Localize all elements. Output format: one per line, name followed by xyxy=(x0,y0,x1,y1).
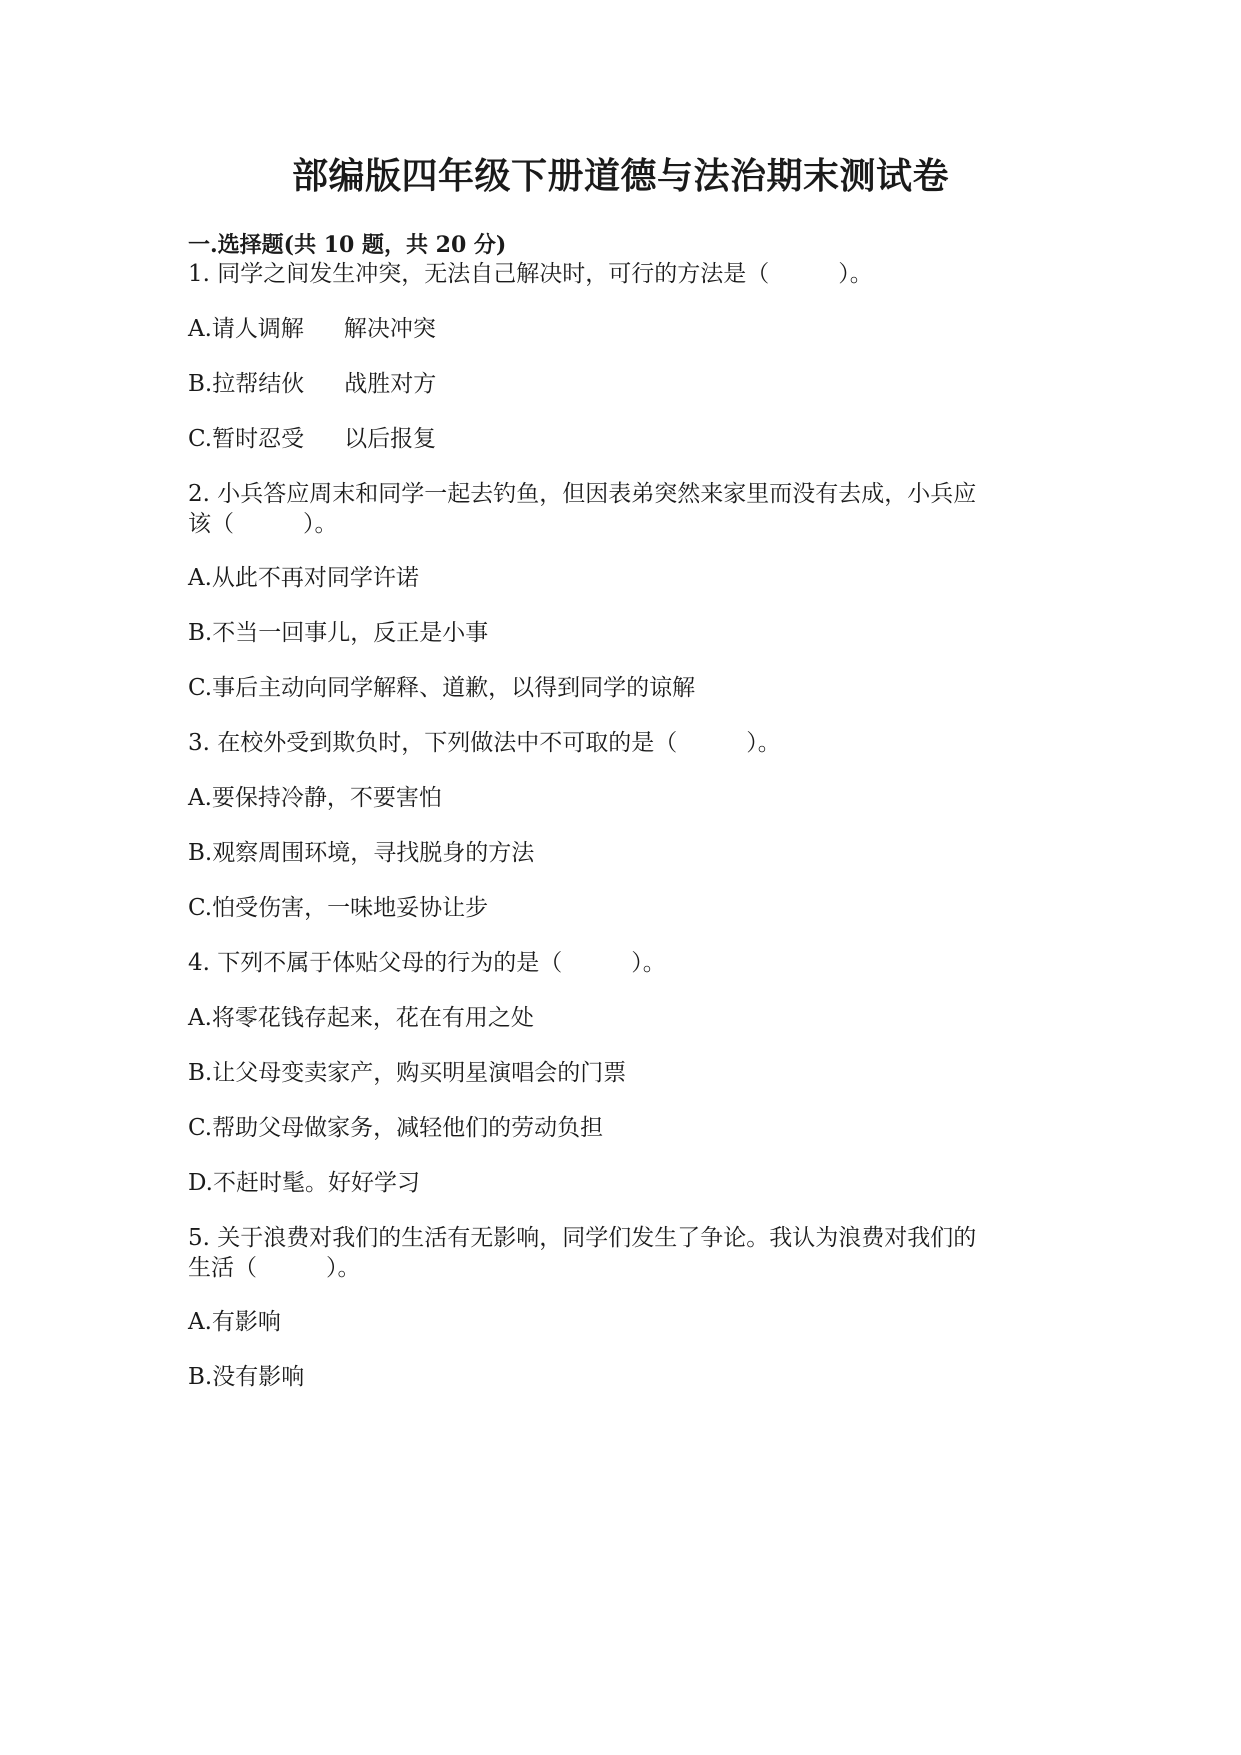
option-letter: C. xyxy=(188,675,213,701)
question-3-option-b[interactable] xyxy=(188,837,534,870)
option-text: 没有影响 xyxy=(212,1364,305,1390)
question-5-stem-line-2: 生活（ ）。 xyxy=(188,1255,361,1281)
question-2-option-a[interactable] xyxy=(188,562,419,595)
option-letter: B. xyxy=(188,371,213,397)
option-letter: C. xyxy=(188,1115,213,1141)
option-text: 从此不再对同学许诺 xyxy=(211,565,419,591)
option-letter: D. xyxy=(188,1170,213,1196)
question-1-stem xyxy=(188,258,873,291)
question-4-option-d[interactable] xyxy=(188,1167,420,1200)
question-4-option-b[interactable] xyxy=(188,1057,626,1090)
question-1-option-b[interactable] xyxy=(188,368,436,401)
option-text: 要保持冷静，不要害怕 xyxy=(211,785,442,811)
option-text: 将零花钱存起来，花在有用之处 xyxy=(211,1005,534,1031)
question-1-stem-text: 1. 同学之间发生冲突，无法自己解决时，可行的方法是（ ）。 xyxy=(188,261,873,287)
option-letter: B. xyxy=(188,1060,213,1086)
option-letter: B. xyxy=(188,620,213,646)
option-text: 暂时忍受 xyxy=(212,426,305,452)
question-3-option-a[interactable] xyxy=(188,782,442,815)
question-5-option-a[interactable] xyxy=(188,1306,281,1339)
option-text: 帮助父母做家务，减轻他们的劳动负担 xyxy=(212,1115,604,1141)
option-text-2: 战胜对方 xyxy=(344,371,437,397)
option-text: 不赶时髦。好好学习 xyxy=(212,1170,420,1196)
question-4-option-c[interactable] xyxy=(188,1112,603,1145)
question-1-option-a[interactable] xyxy=(188,313,436,346)
option-letter: C. xyxy=(188,895,213,921)
page-title: 部编版四年级下册道德与法治期末测试卷 xyxy=(291,155,949,197)
question-2-stem-line-1: 2. 小兵答应周末和同学一起去钓鱼，但因表弟突然来家里而没有去成，小兵应 xyxy=(188,481,977,507)
question-2-option-c[interactable] xyxy=(188,672,695,705)
option-letter: B. xyxy=(188,1364,213,1390)
question-3-option-c[interactable] xyxy=(188,892,488,925)
question-2-option-b[interactable] xyxy=(188,617,488,650)
option-text: 有影响 xyxy=(211,1309,281,1335)
option-text: 拉帮结伙 xyxy=(212,371,305,397)
question-4-stem: 4. 下列不属于体贴父母的行为的是（ ）。 xyxy=(188,950,666,976)
option-letter: C. xyxy=(188,426,213,452)
option-text-2: 解决冲突 xyxy=(343,316,436,342)
option-text: 让父母变卖家产，购买明星演唱会的门票 xyxy=(212,1060,627,1086)
option-letter: A. xyxy=(188,785,212,811)
option-text: 不当一回事儿，反正是小事 xyxy=(212,620,489,646)
section-heading: 一.选择题(共 10 题，共 20 分) xyxy=(188,232,507,258)
question-4-option-a[interactable] xyxy=(188,1002,534,1035)
question-3-stem: 3. 在校外受到欺负时，下列做法中不可取的是（ ）。 xyxy=(188,730,781,756)
question-2-stem-line-2: 该（ ）。 xyxy=(188,511,338,537)
option-letter: B. xyxy=(188,840,213,866)
question-5-stem-line-1: 5. 关于浪费对我们的生活有无影响，同学们发生了争论。我认为浪费对我们的 xyxy=(188,1225,977,1251)
option-text: 怕受伤害，一味地妥协让步 xyxy=(212,895,489,921)
question-1-option-c[interactable] xyxy=(188,423,436,456)
option-letter: A. xyxy=(188,316,212,342)
option-text: 请人调解 xyxy=(211,316,304,342)
option-text: 观察周围环境，寻找脱身的方法 xyxy=(212,840,535,866)
option-text: 事后主动向同学解释、道歉，以得到同学的谅解 xyxy=(212,675,696,701)
question-5-option-b[interactable] xyxy=(188,1361,304,1394)
option-letter: A. xyxy=(188,1005,212,1031)
option-letter: A. xyxy=(188,565,212,591)
option-letter: A. xyxy=(188,1309,212,1335)
option-text-2: 以后报复 xyxy=(344,426,437,452)
